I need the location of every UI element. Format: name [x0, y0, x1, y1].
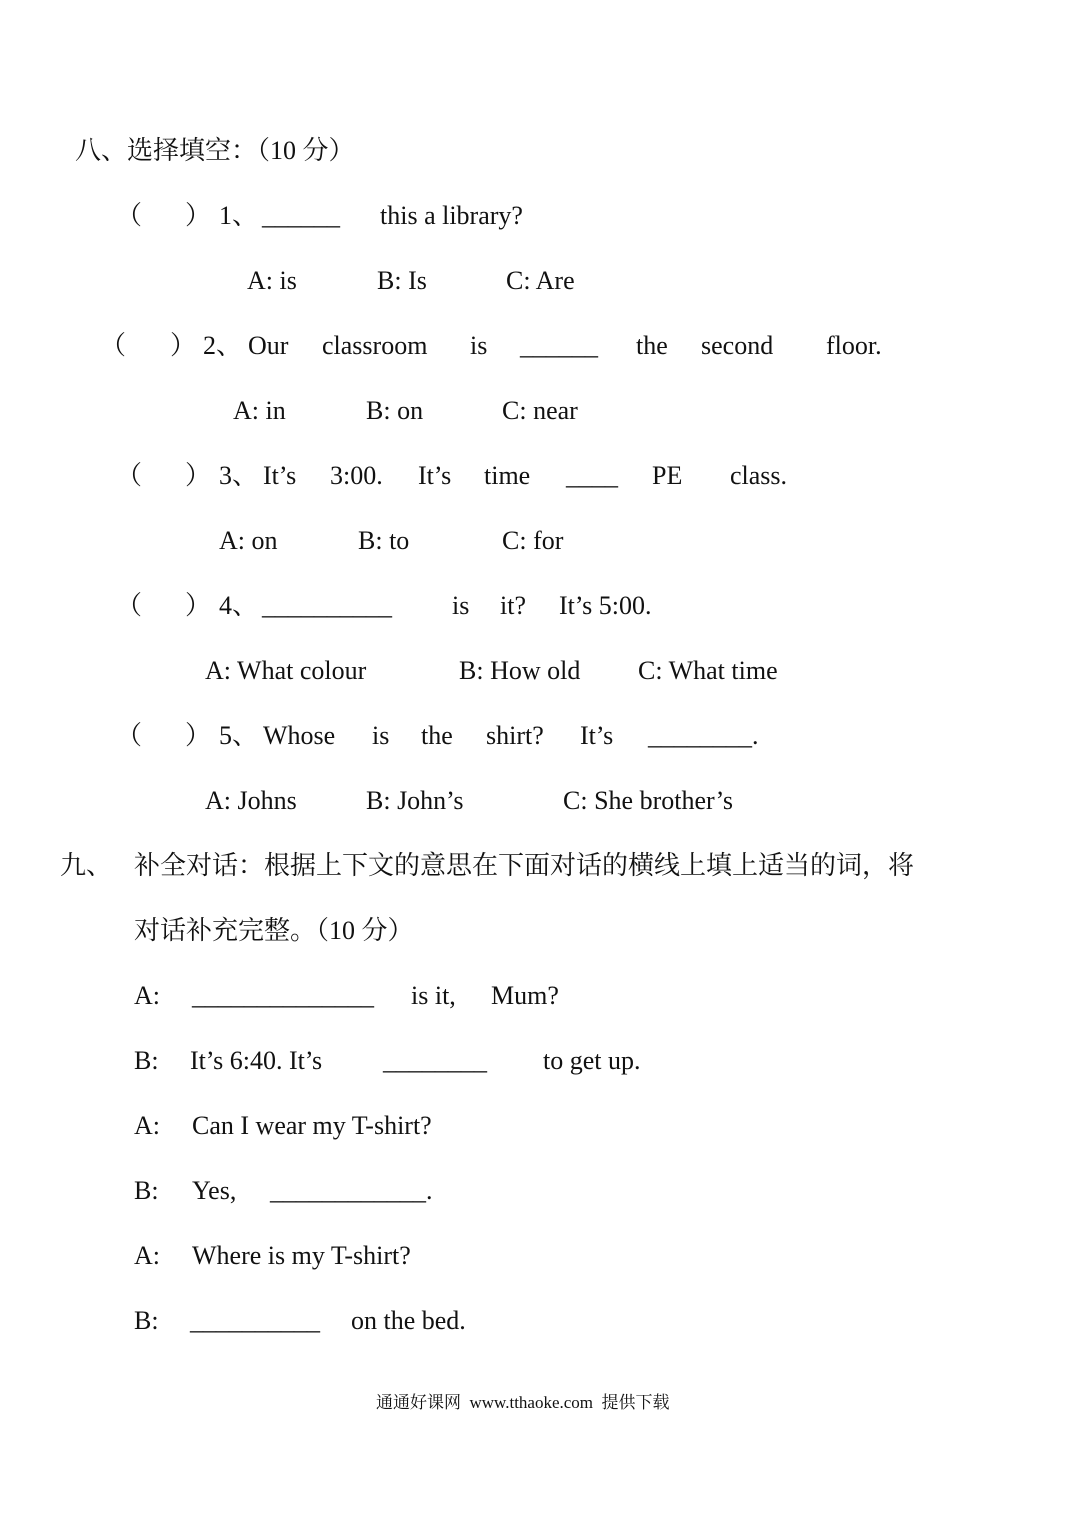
- answer-paren-open: （: [116, 461, 143, 490]
- question-number: 1、: [219, 201, 259, 230]
- dialogue-text: on the bed.: [351, 1306, 466, 1335]
- stem-word: second: [701, 331, 774, 360]
- question-number: 4、: [219, 591, 259, 620]
- stem-word: time: [484, 461, 531, 490]
- answer-paren-open: （: [116, 591, 143, 620]
- footer-credit: 通通好课网 www.tthaoke.com 提供下载: [376, 1393, 670, 1412]
- speaker: B:: [134, 1176, 159, 1205]
- answer-paren-close: ）: [185, 461, 212, 490]
- stem-word: Our: [248, 331, 289, 360]
- blank: ______: [262, 201, 340, 230]
- section-8-heading: 八、选择填空：（10 分）: [75, 136, 355, 165]
- stem-word: classroom: [322, 331, 428, 360]
- speaker: B:: [134, 1306, 159, 1335]
- question-number: 5、: [219, 721, 259, 750]
- section-9-heading-line2: 对话补充完整。（10 分）: [134, 916, 414, 945]
- speaker: A:: [134, 1241, 160, 1270]
- stem-word: It’s 5:00.: [559, 591, 652, 620]
- stem-word: the: [421, 721, 453, 750]
- option-a: A: What colour: [205, 656, 367, 685]
- dialogue-text: Can I wear my T-shirt?: [192, 1111, 432, 1140]
- blank: __________: [262, 591, 392, 620]
- dialogue-text: to get up.: [543, 1046, 641, 1075]
- stem-word: the: [636, 331, 668, 360]
- option-c: C: Are: [506, 266, 575, 295]
- stem-word: it?: [500, 591, 526, 620]
- dialogue-text: Mum?: [491, 981, 559, 1010]
- stem-word: Whose: [263, 721, 336, 750]
- option-a: A: on: [219, 526, 278, 555]
- stem-word: is: [372, 721, 390, 750]
- answer-paren-open: （: [100, 331, 127, 360]
- option-a: A: is: [247, 266, 297, 295]
- blank: ______: [520, 331, 598, 360]
- dialogue-text: is it,: [411, 981, 456, 1010]
- option-b: B: Is: [377, 266, 427, 295]
- stem-word: is: [452, 591, 470, 620]
- option-b: B: How old: [459, 656, 581, 685]
- stem-word: is: [470, 331, 488, 360]
- blank: ________.: [648, 721, 759, 750]
- blank: ________: [383, 1046, 487, 1075]
- blank: ______________: [192, 981, 374, 1010]
- option-b: B: to: [358, 526, 410, 555]
- answer-paren-close: ）: [185, 721, 212, 750]
- blank: ____________.: [270, 1176, 433, 1205]
- speaker: A:: [134, 1111, 160, 1140]
- option-c: C: What time: [638, 656, 778, 685]
- dialogue-text: It’s 6:40. It’s: [190, 1046, 323, 1075]
- stem-text: this a library?: [380, 201, 523, 230]
- question-number: 2、: [203, 331, 243, 360]
- speaker: A:: [134, 981, 160, 1010]
- stem-word: floor.: [826, 331, 882, 360]
- answer-paren-open: （: [116, 201, 143, 230]
- option-c: C: near: [502, 396, 578, 425]
- question-number: 3、: [219, 461, 259, 490]
- blank: ____: [566, 461, 618, 490]
- option-a: A: Johns: [205, 786, 297, 815]
- option-c: C: She brother’s: [563, 786, 733, 815]
- stem-word: It’s: [580, 721, 614, 750]
- option-c: C: for: [502, 526, 564, 555]
- section-9-label: 九、: [60, 851, 113, 880]
- stem-word: It’s: [418, 461, 452, 490]
- stem-word: 3:00.: [330, 461, 383, 490]
- option-a: A: in: [233, 396, 286, 425]
- option-b: B: on: [366, 396, 424, 425]
- dialogue-text: Where is my T-shirt?: [192, 1241, 411, 1270]
- answer-paren-open: （: [116, 721, 143, 750]
- answer-paren-close: ）: [185, 201, 212, 230]
- dialogue-text: Yes,: [192, 1176, 237, 1205]
- stem-word: shirt?: [486, 721, 544, 750]
- option-b: B: John’s: [366, 786, 464, 815]
- speaker: B:: [134, 1046, 159, 1075]
- blank: __________: [190, 1306, 320, 1335]
- answer-paren-close: ）: [185, 591, 212, 620]
- stem-word: PE: [652, 461, 683, 490]
- stem-word: It’s: [263, 461, 297, 490]
- stem-word: class.: [730, 461, 788, 490]
- answer-paren-close: ）: [170, 331, 197, 360]
- section-9-heading-line1: 补全对话：根据上下文的意思在下面对话的横线上填上适当的词，将: [134, 851, 915, 880]
